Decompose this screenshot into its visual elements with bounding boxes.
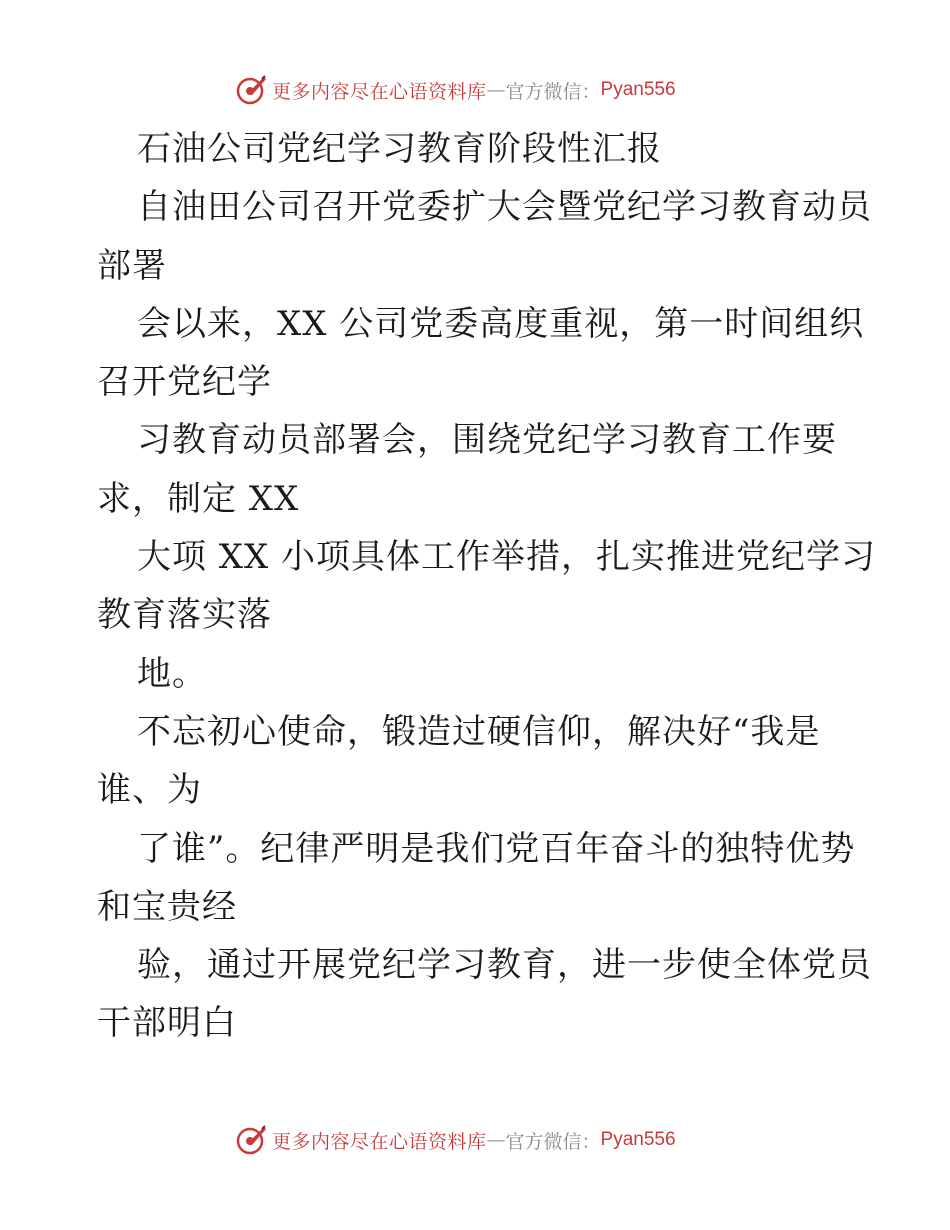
text-line: 求，制定 XX — [97, 478, 300, 519]
text-line: 干部明白 — [97, 1003, 237, 1044]
text-line: 地。 — [137, 653, 207, 694]
text-line: 大项 XX 小项具体工作举措，扎实推进党纪学习 — [137, 537, 877, 578]
text-line: 部署 — [97, 245, 167, 286]
text-line: 会以来，XX 公司党委高度重视，第一时间组织 — [137, 303, 865, 344]
header-watermark-banner — [234, 70, 676, 110]
footer-watermark-banner — [234, 1120, 676, 1160]
text-line: 习教育动员部署会，围绕党纪学习教育工作要 — [137, 420, 837, 461]
banner-wechat-label: 官方微信： — [505, 80, 601, 103]
banner-wechat-label: 官方微信： — [505, 1130, 601, 1153]
banner-brand-text: 更多内容尽在心语资料库 — [272, 1130, 487, 1153]
banner-separator: — — [486, 79, 506, 101]
text-line: 教育落实落 — [97, 595, 272, 636]
banner-wechat-id: Pyan556 — [600, 79, 676, 100]
quill-pen-logo-icon — [234, 1123, 268, 1157]
text-line: 召开党纪学 — [97, 362, 272, 403]
text-line: 不忘初心使命，锻造过硬信仰，解决好“我是 — [137, 711, 821, 752]
text-line: 了谁”。纪律严明是我们党百年奋斗的独特优势 — [137, 828, 856, 869]
text-line: 谁、为 — [97, 770, 202, 811]
text-line: 和宝贵经 — [97, 886, 237, 927]
quill-pen-logo-icon — [234, 73, 268, 107]
document-body — [97, 120, 877, 1053]
banner-wechat-id: Pyan556 — [600, 1129, 676, 1150]
text-line: 验，通过开展党纪学习教育，进一步使全体党员 — [137, 945, 872, 986]
banner-separator: — — [486, 1129, 506, 1151]
banner-brand-text: 更多内容尽在心语资料库 — [272, 80, 487, 103]
document-title: 石油公司党纪学习教育阶段性汇报 — [137, 129, 662, 169]
text-line: 自油田公司召开党委扩大会暨党纪学习教育动员 — [137, 187, 872, 228]
